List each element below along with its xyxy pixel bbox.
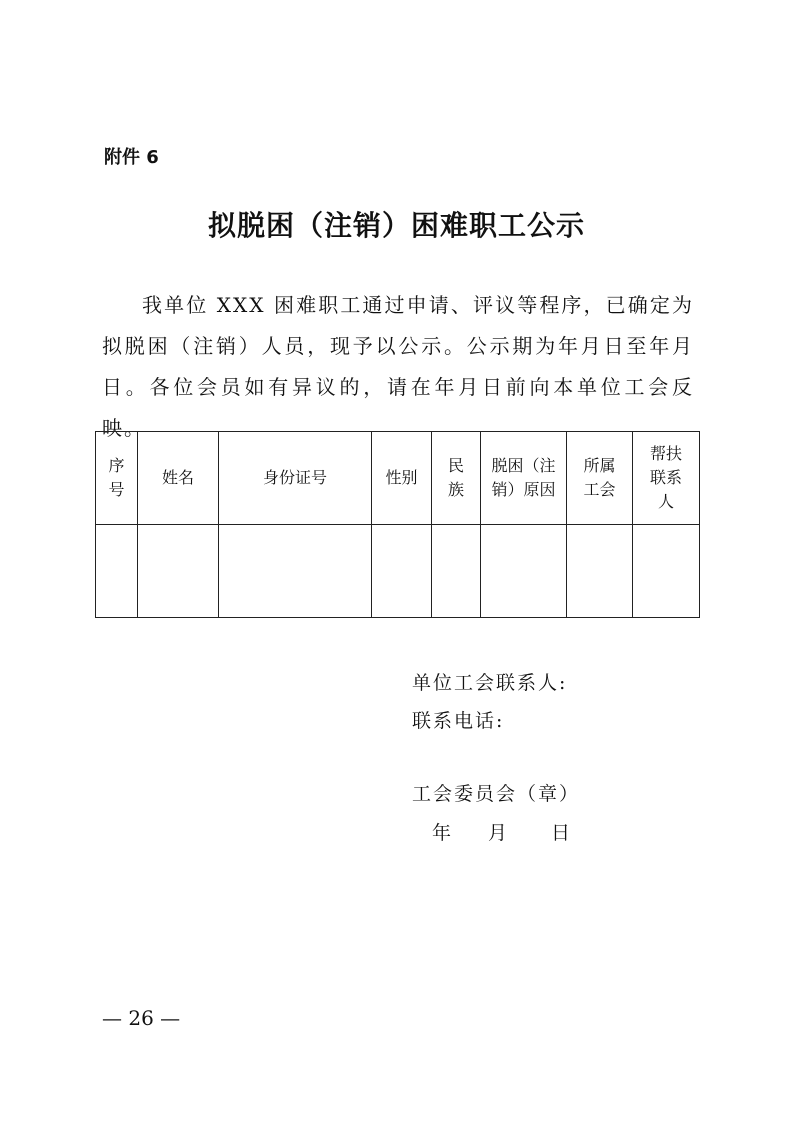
table-cell <box>138 525 219 618</box>
header-cell: 帮扶联系人 <box>633 432 700 525</box>
notice-table <box>95 431 700 618</box>
union-committee-seal: 工会委员会（章） <box>412 783 581 805</box>
header-cell: 脱困（注销）原因 <box>481 432 567 525</box>
table-cell <box>219 525 372 618</box>
date-year: 年 <box>432 822 452 844</box>
table-cell <box>96 525 138 618</box>
header-cell: 性别 <box>372 432 432 525</box>
table-row <box>96 525 700 618</box>
contact-phone-label: 联系电话: <box>412 710 505 732</box>
table-cell <box>432 525 481 618</box>
notice-body: 我单位 XXX 困难职工通过申请、评议等程序，已确定为拟脱困（注销）人员，现予以公示。公示期为年月日至年月日。各位会员如有异议的，请在年月日前向本单位工会反映。 <box>102 293 694 440</box>
table-cell <box>372 525 432 618</box>
table-cell <box>567 525 633 618</box>
table-cell <box>633 525 700 618</box>
header-cell: 姓名 <box>138 432 219 525</box>
union-contact-label: 单位工会联系人: <box>412 672 568 694</box>
page-number: — 26 — <box>102 1006 181 1030</box>
header-cell: 身份证号 <box>219 432 372 525</box>
attachment-label: 附件 6 <box>104 147 159 168</box>
date-day: 日 <box>551 822 571 844</box>
header-cell: 序号 <box>96 432 138 525</box>
table-header-row <box>96 432 700 525</box>
header-cell: 所属工会 <box>567 432 633 525</box>
table-cell <box>481 525 567 618</box>
document-title: 拟脱困（注销）困难职工公示 <box>207 209 585 242</box>
header-cell: 民族 <box>432 432 481 525</box>
date-month: 月 <box>488 822 508 844</box>
